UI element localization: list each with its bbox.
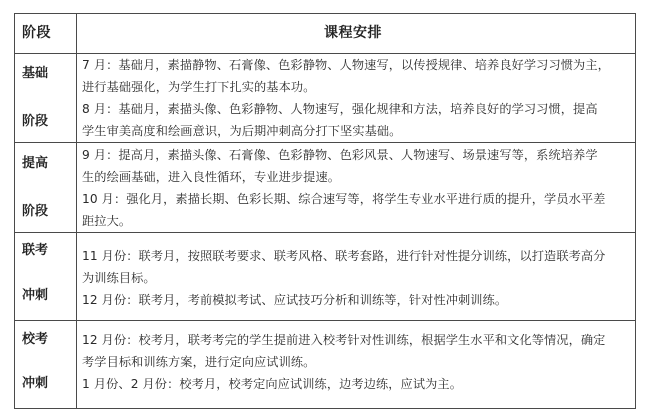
table-border-top xyxy=(14,13,636,14)
table-border-bottom xyxy=(14,408,636,409)
stage-label: 冲刺 xyxy=(22,376,49,391)
stage-column-header: 阶段 xyxy=(22,25,51,41)
course-schedule-table xyxy=(14,13,636,409)
course-text-line: 1 月份、2 月份：校考月，校考定向应试训练，边考边练，应试为主。 xyxy=(82,377,462,391)
course-text-line: 11 月份：联考月，按照联考要求、联考风格、联考套路，进行针对性提分训练，以打造联考高分 xyxy=(82,249,606,263)
course-text-line: 学生审美高度和绘画意识，为后期冲刺高分打下坚实基础。 xyxy=(82,124,402,138)
table-border-right xyxy=(635,13,636,409)
course-text-line: 距拉大。 xyxy=(82,214,132,228)
course-text-line: 9 月：提高月，素描头像、石膏像、色彩静物、色彩风景、人物速写、场景速写等，系统培养学 xyxy=(82,148,598,162)
course-column-header: 课程安排 xyxy=(324,25,382,41)
course-text-line: 10 月：强化月，素描长期、色彩长期、综合速写等，将学生专业水平进行质的提升，学员水平差 xyxy=(82,192,606,206)
stage-label: 阶段 xyxy=(22,114,49,129)
table-border-left xyxy=(14,13,15,409)
row-divider xyxy=(14,320,636,321)
stage-label: 提高 xyxy=(22,156,49,171)
stage-label: 联考 xyxy=(22,243,49,258)
column-divider xyxy=(76,13,77,409)
course-text-line: 7 月：基础月，素描静物、石膏像、色彩静物、人物速写，以传授规律、培养良好学习习惯为主， xyxy=(82,58,610,72)
stage-label: 基础 xyxy=(22,66,49,81)
course-text-line: 为训练目标。 xyxy=(82,271,156,285)
stage-label: 阶段 xyxy=(22,204,49,219)
course-text-line: 生的绘画基础，进入良性循环，专业进步提速。 xyxy=(82,170,341,184)
course-text-line: 12 月份：联考月，考前模拟考试、应试技巧分析和训练等，针对性冲刺训练。 xyxy=(82,293,508,307)
stage-label: 校考 xyxy=(22,332,49,347)
course-text-line: 考学目标和训练方案，进行定向应试训练。 xyxy=(82,355,316,369)
course-text-line: 12 月份：校考月，联考考完的学生提前进入校考针对性训练，根据学生水平和文化等情况，确定 xyxy=(82,333,606,347)
stage-label: 冲刺 xyxy=(22,288,49,303)
course-text-line: 进行基础强化，为学生打下扎实的基本功。 xyxy=(82,80,316,94)
course-text-line: 8 月：基础月，素描头像、色彩静物、人物速写，强化规律和方法，培养良好的学习习惯，提高 xyxy=(82,102,598,116)
